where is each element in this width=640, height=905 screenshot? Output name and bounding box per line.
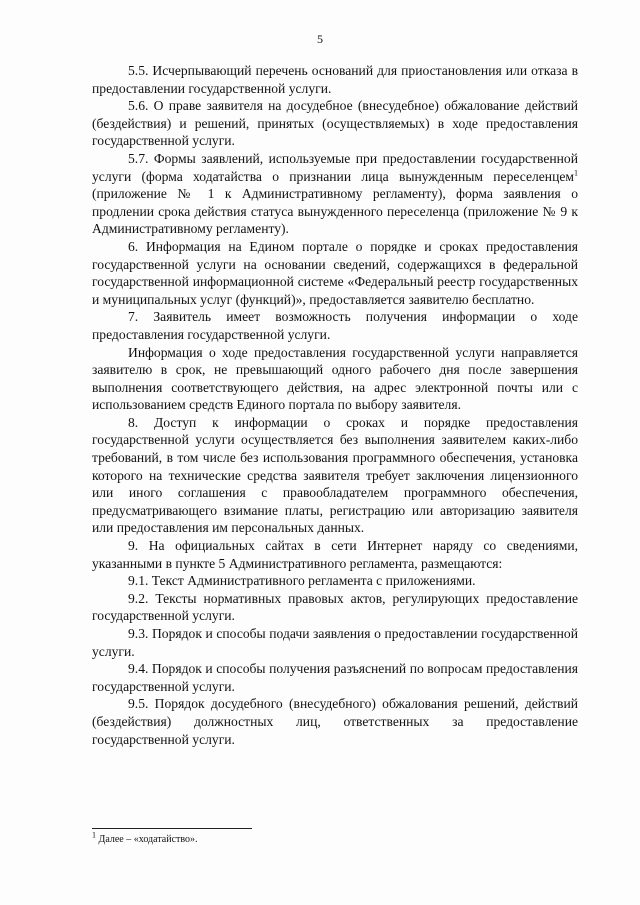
footnote-reference: 1 xyxy=(574,168,578,178)
paragraph-7-info: Информация о ходе предоставления государственной услуги направляется заявителю в срок, не превышающий одного рабочего дня после завершения выполнения соответствующего действия, на адрес электронной почты или с использованием средств Единого портала по выбору заявителя. xyxy=(92,344,578,413)
paragraph-7: 7. Заявитель имеет возможность получения информации о ходе предоставления государственной услуги. xyxy=(92,309,578,342)
paragraph-5-7 xyxy=(92,150,578,238)
paragraph-5-7-part-a: 5.7. Формы заявлений, используемые при предоставлении государственной услуги (форма ходатайства о признании лица вынужденным переселенцем xyxy=(92,150,578,184)
paragraph-9-1: 9.1. Текст Административного регламента с приложениями. xyxy=(128,573,476,589)
paragraph-8: 8. Доступ к информации о сроках и порядке предоставления государственной услуги осуществляется без выполнения заявителем каких-либо требований, в том числе без использования программного обеспечения, установка которого на технические средства заявителя требует заключения лицензионного или иного соглашения с правообладателем программного обеспечения, предусматривающего взимание платы, регистрацию или авторизацию заявителя или предоставления им персональных данных. xyxy=(92,414,578,536)
paragraph-9-5: 9.5. Порядок досудебного (внесудебного) обжалования решений, действий (бездействия) должностных лиц, ответственных за предоставление государственной услуги. xyxy=(92,696,578,747)
paragraph-5-5: 5.5. Исчерпывающий перечень оснований для приостановления или отказа в предоставлении государственной услуги. xyxy=(92,63,578,96)
footnote-marker: 1 xyxy=(92,830,96,840)
paragraph-5-7-part-b: (приложение № 1 к Административному регламенту), форма заявления о продлении срока действия статуса вынужденного переселенца (приложение № 9 к Административному регламенту). xyxy=(92,186,578,237)
paragraph-9-3: 9.3. Порядок и способы подачи заявления о предоставлении государственной услуги. xyxy=(92,626,578,659)
document-body xyxy=(92,62,578,748)
footnote-text: Далее – «ходатайство». xyxy=(96,834,198,845)
page-number: 5 xyxy=(317,32,323,46)
footnote xyxy=(92,830,492,846)
paragraph-9-2: 9.2. Тексты нормативных правовых актов, регулирующих предоставление государственной услуги. xyxy=(92,590,578,624)
paragraph-9: 9. На официальных сайтах в сети Интернет наряду со сведениями, указанными в пункте 5 Административного регламента, размещаются: xyxy=(92,538,578,571)
paragraph-5-6: 5.6. О праве заявителя на досудебное (внесудебное) обжалование действий (бездействия) и решений, принятых (осуществляемых) в ходе предоставления государственной услуги. xyxy=(92,98,578,149)
footnote-divider xyxy=(92,828,252,829)
paragraph-9-4: 9.4. Порядок и способы получения разъяснений по вопросам предоставления государственной услуги. xyxy=(92,661,578,694)
paragraph-6: 6. Информация на Едином портале о порядке и сроках предоставления государственной услуги на основании сведений, содержащихся в федеральной государственной информационной системе «Федеральный реестр государственных и муниципальных услуг (функций)», предоставляется заявителю бесплатно. xyxy=(92,238,578,307)
